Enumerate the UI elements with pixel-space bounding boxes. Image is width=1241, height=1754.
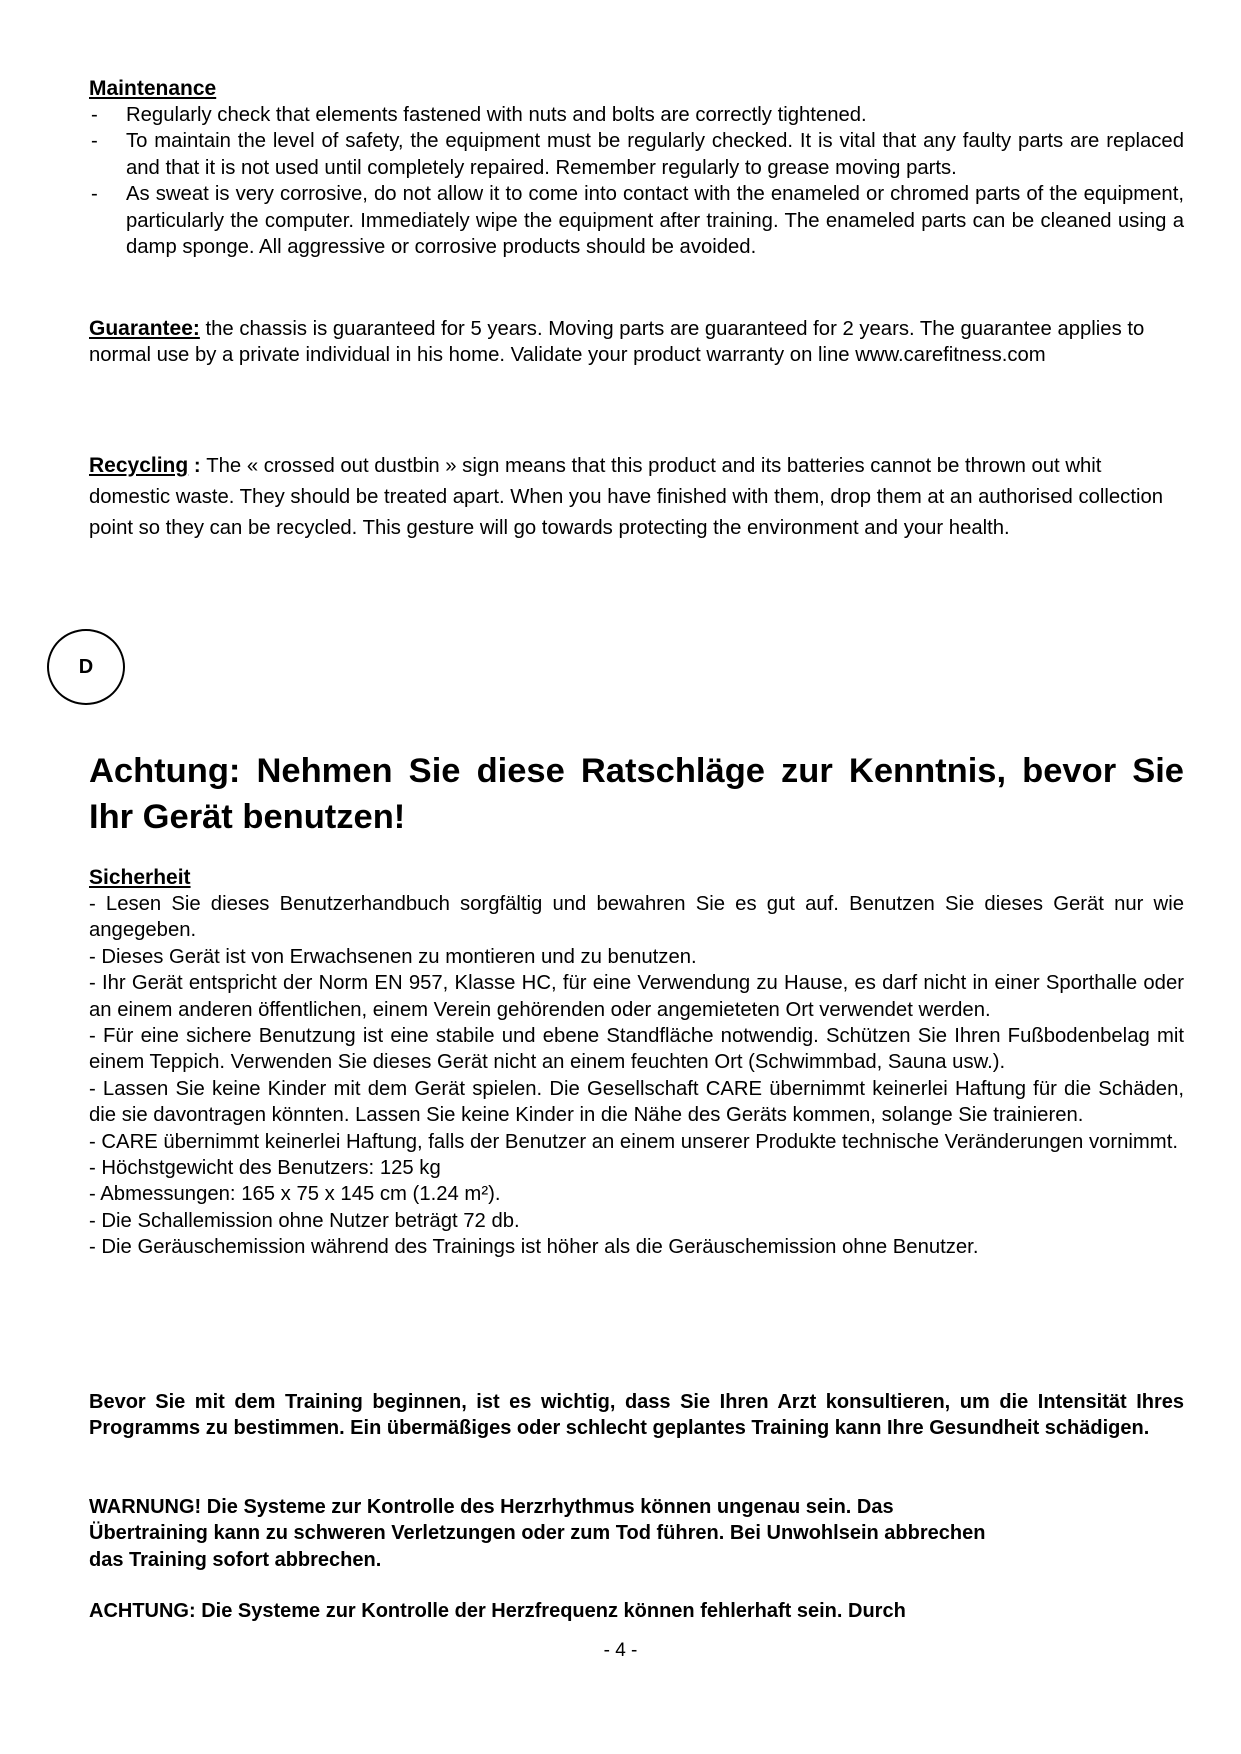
safety-line: - Für eine sichere Benutzung ist eine stabile und ebene Standfläche notwendig. Schützen Sie Ihren Fußbodenbelag mit einem Teppich. Verwenden Sie dieses Gerät nicht an einem feuchten Ort (Schwimmbad, Sauna usw.). <box>89 1025 1184 1074</box>
warning-line: Übertraining kann zu schweren Verletzungen oder zum Tod führen. Bei Unwohlsein abbrechen <box>89 1522 986 1545</box>
bullet-dash: - <box>91 130 98 153</box>
safety-line: - Dieses Gerät ist von Erwachsenen zu montieren und zu benutzen. <box>89 945 697 968</box>
recycling-text: The « crossed out dustbin » sign means that this product and its batteries cannot be thrown out whit domestic waste. They should be treated apart. When you have finished with them, drop them at an authorised collection point so they can be recycled. This gesture will go towards protecting the environment and your health. <box>89 455 1164 539</box>
safety-line: - Höchstgewicht des Benutzers: 125 kg <box>89 1157 441 1180</box>
bullet-dash: - <box>91 104 98 126</box>
safety-line: - Die Geräuschemission während des Trainings ist höher als die Geräuschemission ohne Benutzer. <box>89 1236 979 1259</box>
language-badge <box>47 629 125 705</box>
guarantee-section <box>89 316 1184 369</box>
safety-line: - Abmessungen: 165 x 75 x 145 cm (1.24 m²). <box>89 1183 501 1206</box>
safety-line: - CARE übernimmt keinerlei Haftung, falls der Benutzer an einem unserer Produkte technische Veränderungen vornimmt. <box>89 1130 1178 1153</box>
caution-text: ACHTUNG: Die Systeme zur Kontrolle der Herzfrequenz können fehlerhaft sein. Durch <box>89 1600 906 1622</box>
german-title-block <box>89 748 1184 840</box>
guarantee-heading: Guarantee: <box>89 317 200 340</box>
maintenance-item-text: As sweat is very corrosive, do not allow it to come into contact with the enameled or chromed parts of the equipment, particularly the computer. Immediately wipe the equipment after training. The enameled parts can be cleaned using a damp sponge. All aggressive or corrosive products should be avoided. <box>126 183 1184 259</box>
maintenance-item <box>89 181 1184 260</box>
safety-section <box>89 865 1184 1261</box>
maintenance-list <box>89 102 1184 260</box>
warning-section <box>89 1494 1184 1573</box>
page-number: - 4 - <box>603 1640 638 1661</box>
safety-line: - Lesen Sie dieses Benutzerhandbuch sorgfältig und bewahren Sie es gut auf. Benutzen Sie dieses Gerät nur wie angegeben. <box>89 893 1184 942</box>
caution-section <box>89 1598 1184 1624</box>
safety-line: - Die Schallemission ohne Nutzer beträgt 72 db. <box>89 1209 520 1232</box>
maintenance-item <box>89 102 1184 128</box>
warning-line: das Training sofort abbrechen. <box>89 1548 382 1571</box>
guarantee-text: the chassis is guaranteed for 5 years. Moving parts are guaranteed for 2 years. The guarantee applies to normal use by a private individual in his home. Validate your product warranty on line www.carefitness.com <box>89 318 1145 367</box>
safety-heading: Sicherheit <box>89 866 191 889</box>
maintenance-section <box>89 76 1184 260</box>
maintenance-item-text: Regularly check that elements fastened with nuts and bolts are correctly tightened. <box>126 104 867 126</box>
warning-line: WARNUNG! Die Systeme zur Kontrolle des Herzrhythmus können ungenau sein. Das <box>89 1496 894 1518</box>
recycling-colon: : <box>188 455 207 477</box>
advice-section <box>89 1389 1184 1442</box>
recycling-heading: Recycling <box>89 454 189 477</box>
german-title: Achtung: Nehmen Sie diese Ratschläge zur Kenntnis, bevor Sie Ihr Gerät benutzen! <box>89 752 1184 836</box>
language-badge-label: D <box>78 655 94 678</box>
maintenance-item-text: To maintain the level of safety, the equipment must be regularly checked. It is vital that any faulty parts are replaced and that it is not used until completely repaired. Remember regularly to grease moving parts. <box>126 130 1184 179</box>
bullet-dash: - <box>91 183 98 206</box>
maintenance-item <box>89 128 1184 181</box>
maintenance-heading: Maintenance <box>89 77 217 100</box>
recycling-section <box>89 450 1184 544</box>
advice-text: Bevor Sie mit dem Training beginnen, ist es wichtig, dass Sie Ihren Arzt konsultieren, um die Intensität Ihres Programms zu bestimmen. Ein übermäßiges oder schlecht geplantes Training kann Ihre Gesundheit schädigen. <box>89 1391 1184 1440</box>
safety-line: - Ihr Gerät entspricht der Norm EN 957, Klasse HC, für eine Verwendung zu Hause, es darf nicht in einer Sporthalle oder an einem anderen öffentlichen, einem Verein gehörenden oder angemieteten Ort verwendet werden. <box>89 972 1184 1021</box>
safety-line: - Lassen Sie keine Kinder mit dem Gerät spielen. Die Gesellschaft CARE übernimmt keinerlei Haftung für die Schäden, die sie davontragen könnten. Lassen Sie keine Kinder in die Nähe des Geräts kommen, solange Sie trainieren. <box>89 1077 1184 1127</box>
